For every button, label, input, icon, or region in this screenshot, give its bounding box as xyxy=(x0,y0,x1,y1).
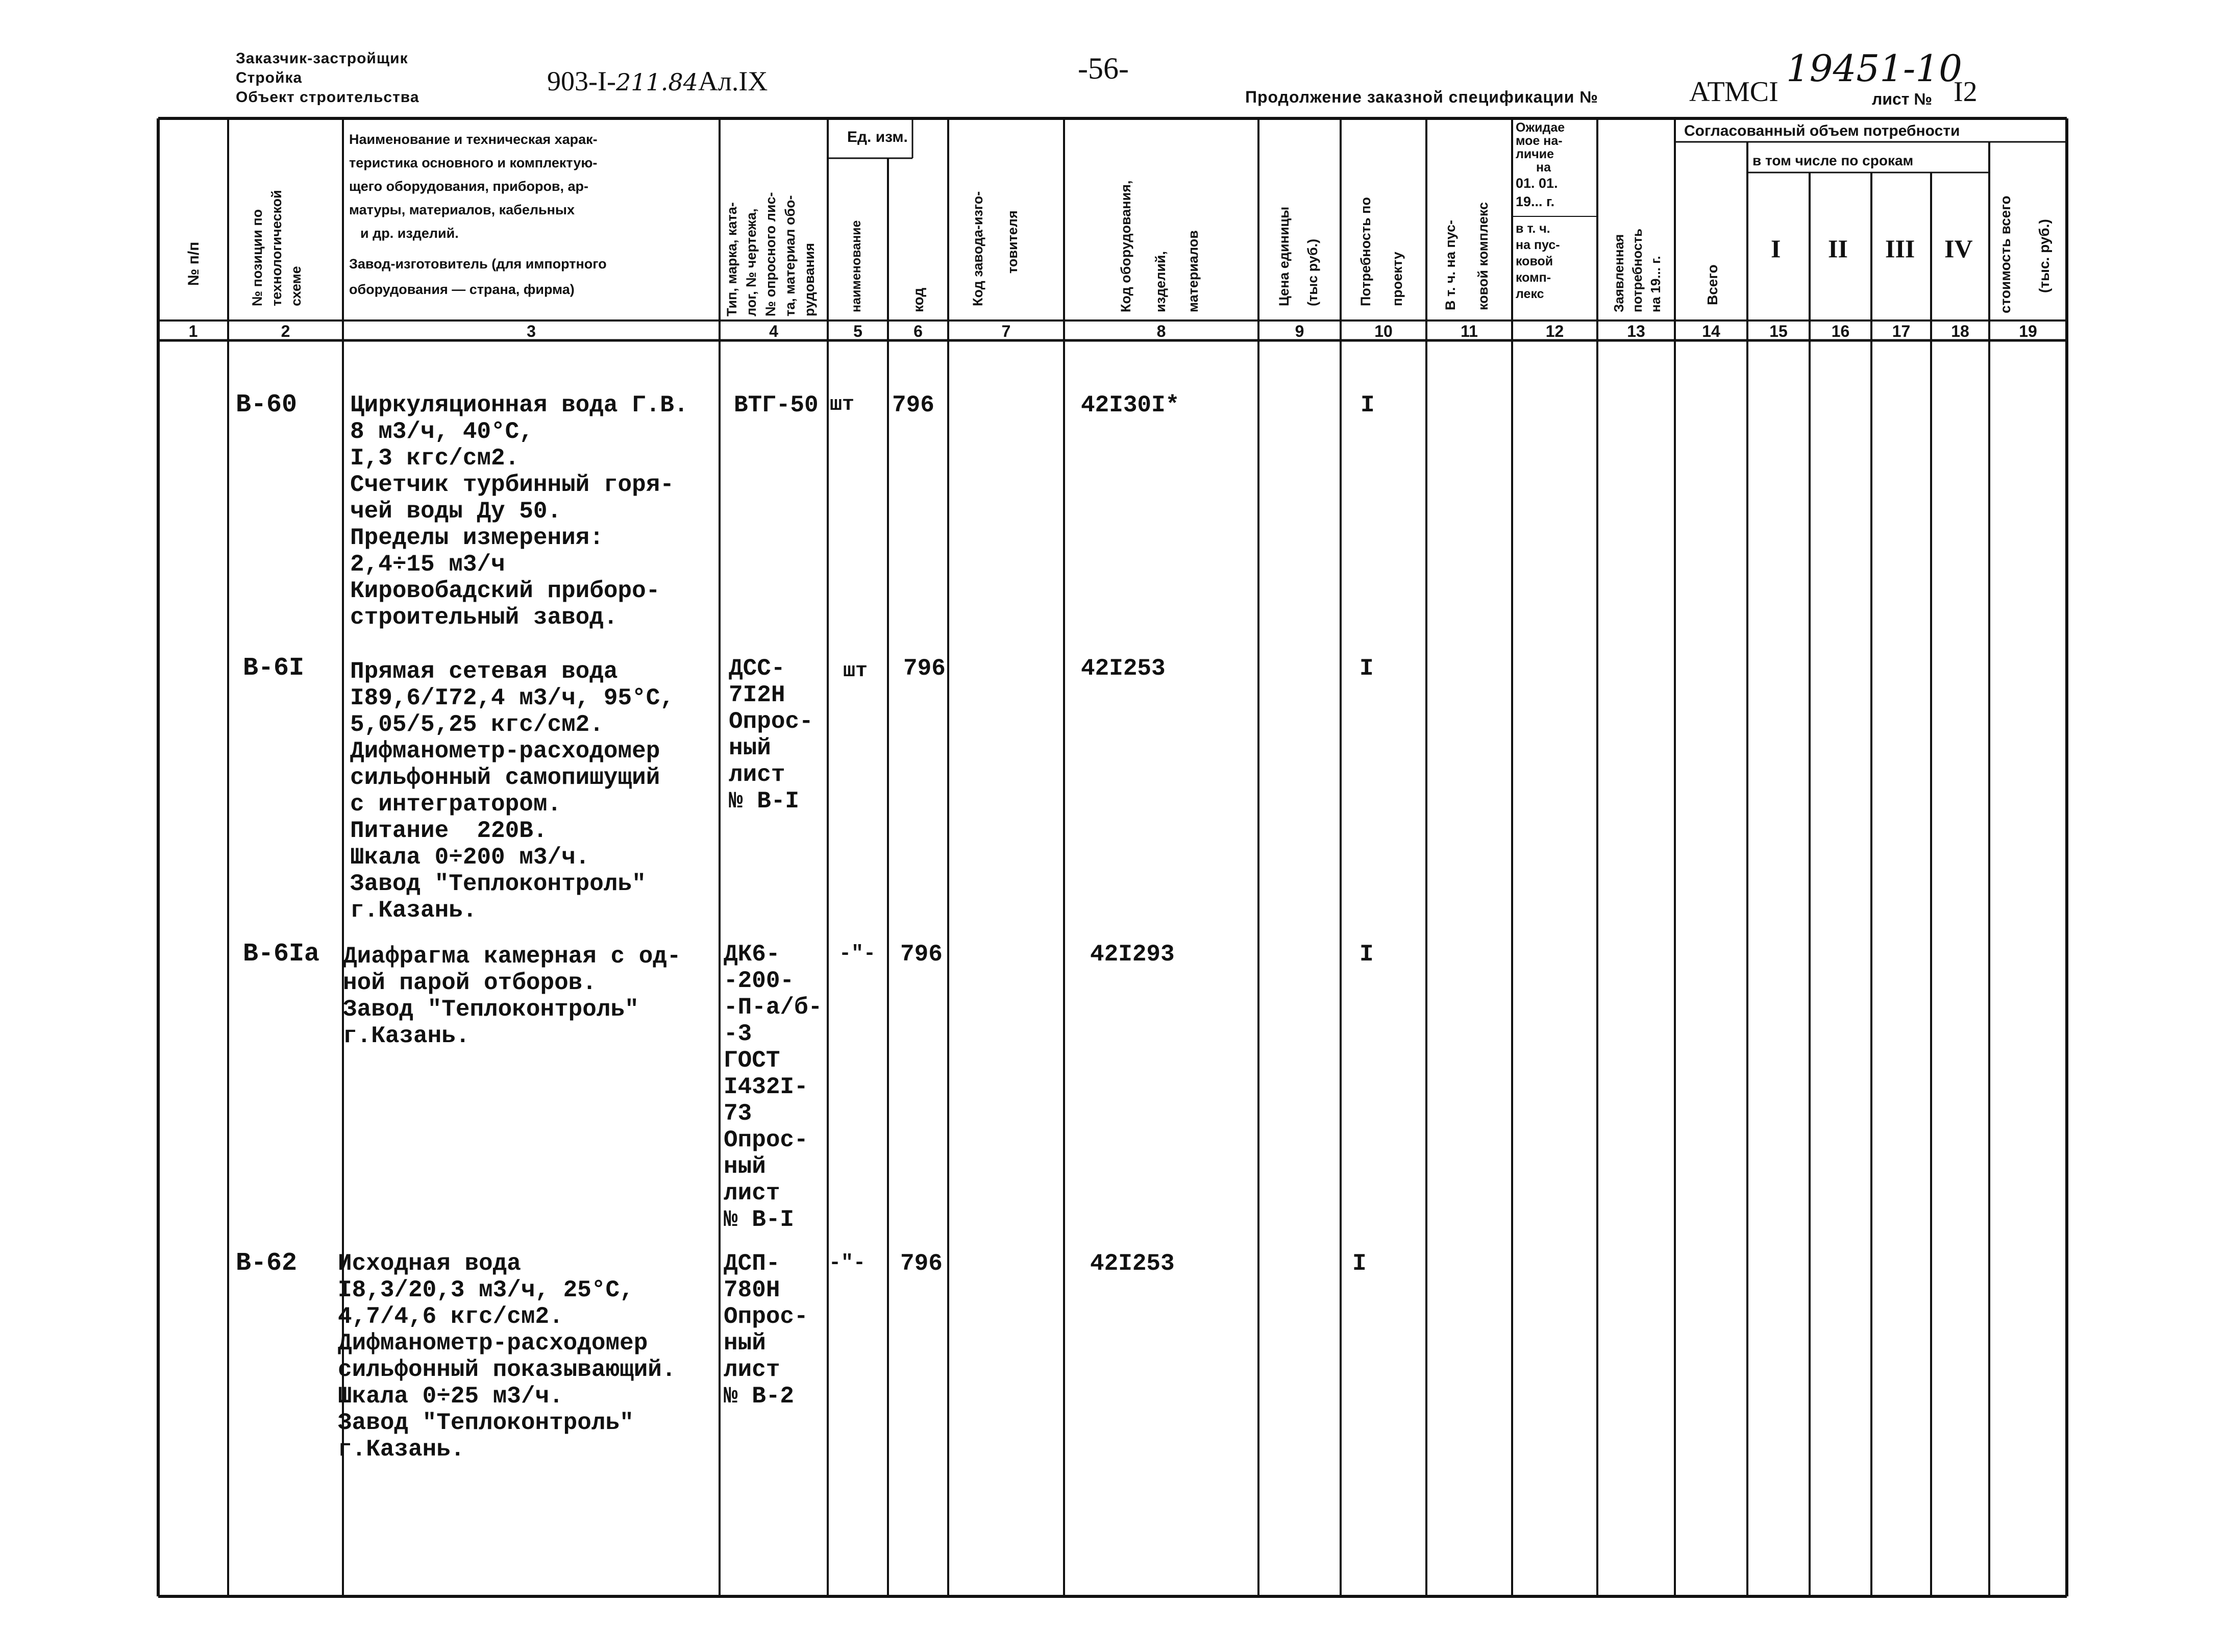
column-number: 18 xyxy=(1951,322,1969,340)
column-number: 11 xyxy=(1461,322,1478,340)
header-unit-group: Ед. изм. xyxy=(847,129,908,145)
column-number: 3 xyxy=(527,322,536,340)
column-number: 8 xyxy=(1156,322,1166,340)
column-number: 5 xyxy=(853,322,862,340)
column-number: 10 xyxy=(1374,322,1393,340)
document-code-album: Ал.IX xyxy=(698,66,768,96)
header-declared-line2: потребность xyxy=(1629,228,1645,312)
column-number: 15 xyxy=(1769,322,1788,340)
spec-number: АТМСI xyxy=(1689,76,1778,108)
header-term-3: III xyxy=(1885,234,1915,263)
handwritten-reference: 19451-10 xyxy=(1786,47,1962,90)
table-row-position: В-60 xyxy=(236,390,298,420)
continuation-label: Продолжение заказной спецификации № xyxy=(1245,88,1598,106)
page-marker: -56- xyxy=(1078,52,1129,85)
header-term-1: I xyxy=(1771,234,1781,263)
table-row-type: ДК6- -200- -П-а/б- -3 ГОСТ I432I- 73 Опрос- ный лист № В-I xyxy=(724,941,823,1233)
table-row-name: Диафрагма камерная с од- ной парой отборов. Завод "Теплоконтроль" г.Казань. xyxy=(343,943,681,1049)
header-expected-line6: 19... г. xyxy=(1516,194,1555,209)
table-row-unit-code: 796 xyxy=(892,392,934,418)
table-row-project-need: I xyxy=(1360,941,1374,968)
header-name-line5: и др. изделий. xyxy=(360,226,459,241)
header-total: Всего xyxy=(1704,264,1720,305)
table-row-equipment-code: 42I253 xyxy=(1081,655,1166,682)
header-name-line2: теристика основного и комплектую- xyxy=(349,155,598,170)
table-row-position: В-6I xyxy=(243,654,305,683)
table-row-equipment-code: 42I293 xyxy=(1090,941,1175,968)
table-row-position: В-6Iа xyxy=(243,940,320,969)
header-row-number: № п/п xyxy=(185,241,202,286)
header-equip-code-line1: Код оборудования, xyxy=(1118,180,1133,312)
header-project-need-line2: проекту xyxy=(1390,252,1405,306)
document-code-handwritten: 211.84 xyxy=(615,68,698,96)
header-type-line1: Тип, марка, ката- xyxy=(724,202,739,316)
header-declared-line3: на 19... г. xyxy=(1648,256,1663,312)
column-number: 1 xyxy=(188,322,198,340)
column-number: 17 xyxy=(1892,322,1911,340)
table-row-unit-code: 796 xyxy=(900,941,943,968)
header-equip-code-line3: материалов xyxy=(1185,230,1201,312)
header-expected-line4: на xyxy=(1536,160,1551,175)
header-expected-launch-line2: на пус- xyxy=(1516,238,1560,252)
header-expected-line3: личие xyxy=(1516,147,1554,161)
column-number: 16 xyxy=(1831,322,1850,340)
header-name-line1: Наименование и техническая харак- xyxy=(349,132,598,147)
header-expected-line5: 01. 01. xyxy=(1516,176,1558,191)
header-cost-line1: стоимость всего xyxy=(1997,195,2013,313)
header-type-line5: рудования xyxy=(802,242,817,316)
column-number: 4 xyxy=(769,322,778,340)
table-row-unit: шт xyxy=(843,660,868,683)
header-expected-line2: мое на- xyxy=(1516,134,1563,148)
table-row-type: ВТГ-50 xyxy=(734,392,819,418)
header-maker-code-line1: Код завода-изго- xyxy=(970,191,985,306)
header-term-2: II xyxy=(1828,234,1848,263)
column-number: 2 xyxy=(281,322,290,340)
table-row-unit-code: 796 xyxy=(903,655,946,682)
header-unit-name: наименование xyxy=(849,220,863,312)
column-number: 9 xyxy=(1295,322,1304,340)
header-position-line3: схеме xyxy=(288,266,304,306)
customer-label: Заказчик-застройщик xyxy=(236,50,408,67)
table-row-position: В-62 xyxy=(236,1249,298,1278)
table-row-type: ДСС- 7I2Н Опрос- ный лист № В-I xyxy=(729,655,813,815)
object-label: Объект строительства xyxy=(236,89,419,106)
table-row-unit-code: 796 xyxy=(900,1250,943,1277)
site-label: Стройка xyxy=(236,69,303,86)
table-row-equipment-code: 42I30I* xyxy=(1081,392,1180,418)
header-unit-price-line2: (тыс руб.) xyxy=(1305,238,1320,306)
table-row-unit: шт xyxy=(830,393,855,416)
header-type-line2: лог, № чертежа, xyxy=(744,208,759,316)
header-type-line4: та, материал обо- xyxy=(782,195,798,316)
header-term-4: IV xyxy=(1944,234,1973,263)
table-row-unit: -"- xyxy=(829,1252,866,1275)
header-expected-launch-line4: комп- xyxy=(1516,270,1551,285)
header-expected-launch-line5: лекс xyxy=(1516,287,1544,301)
sheet-number: I2 xyxy=(1954,76,1978,108)
header-type-line3: № опросного лис- xyxy=(763,192,778,316)
table-row-project-need: I xyxy=(1360,655,1374,682)
table-row-project-need: I xyxy=(1361,392,1375,418)
document-code-printed: 903-I- xyxy=(547,66,616,96)
header-name-line4: матуры, материалов, кабельных xyxy=(349,202,575,217)
column-number: 6 xyxy=(913,322,923,340)
header-terms-group: в том числе по срокам xyxy=(1752,153,1914,168)
header-launch-complex-line1: В т. ч. на пус- xyxy=(1443,219,1458,310)
table-row-project-need: I xyxy=(1352,1250,1367,1277)
header-name-line7: оборудования — страна, фирма) xyxy=(349,282,575,297)
header-expected-launch-line3: ковой xyxy=(1516,254,1553,268)
header-equip-code-line2: изделий, xyxy=(1153,251,1168,312)
header-position-line2: технологической xyxy=(269,190,284,306)
header-unit-code: код xyxy=(910,287,926,312)
column-number: 19 xyxy=(2019,322,2037,340)
header-unit-price-line1: Цена единицы xyxy=(1276,206,1292,306)
header-launch-complex-line2: ковой комплекс xyxy=(1475,202,1491,310)
table-row-name: Циркуляционная вода Г.В. 8 м3/ч, 40°С, I,3 кгс/см2. Счетчик турбинный горя- чей воды Ду 50. Пределы измерения: 2,4÷15 м3/ч Кировобадский приборо- строительный завод. xyxy=(350,392,688,631)
header-position-line1: № позиции по xyxy=(250,209,265,306)
header-expected-launch-line1: в т. ч. xyxy=(1516,221,1550,236)
header-project-need-line1: Потребность по xyxy=(1358,197,1373,306)
table-row-equipment-code: 42I253 xyxy=(1090,1250,1175,1277)
header-expected-line1: Ожидае xyxy=(1516,120,1565,135)
column-number: 12 xyxy=(1545,322,1564,340)
sheet-label: лист № xyxy=(1872,90,1933,108)
table-row-type: ДСП- 780Н Опрос- ный лист № В-2 xyxy=(724,1250,808,1410)
table-row-unit: -"- xyxy=(839,943,876,966)
table-row-name: Прямая сетевая вода I89,6/I72,4 м3/ч, 95°С, 5,05/5,25 кгс/см2. Дифманометр-расходомер сильфонный самопишущий с интегратором. Питание 220В. Шкала 0÷200 м3/ч. Завод "Теплоконтроль" г.Казань. xyxy=(350,658,674,924)
column-number: 13 xyxy=(1627,322,1645,340)
header-cost-line2: (тыс. руб.) xyxy=(2036,219,2052,293)
header-name-line3: щего оборудования, приборов, ар- xyxy=(349,179,589,194)
header-maker-code-line2: товителя xyxy=(1005,210,1020,274)
column-number: 14 xyxy=(1702,322,1720,340)
column-number: 7 xyxy=(1001,322,1011,340)
table-row-name: Исходная вода I8,3/20,3 м3/ч, 25°С, 4,7/4,6 кгс/см2. Дифманометр-расходомер сильфонный показывающий. Шкала 0÷25 м3/ч. Завод "Теплоконтроль" г.Казань. xyxy=(338,1250,676,1463)
header-name-line6: Завод-изготовитель (для импортного xyxy=(349,256,607,272)
header-agreed-group: Согласованный объем потребности xyxy=(1684,122,1960,139)
header-declared-line1: Заявленная xyxy=(1611,234,1626,312)
